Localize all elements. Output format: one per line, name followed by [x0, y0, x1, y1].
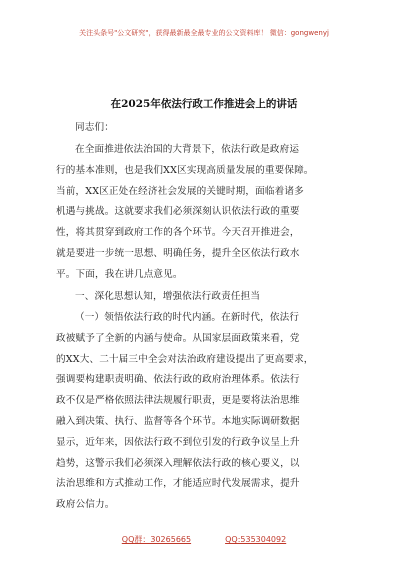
paragraph-line: 显示，近年来，因依法行政不到位引发的行政争议呈上升 [56, 436, 300, 448]
footer-qq-number: QQ:535304092 [225, 535, 287, 544]
paragraph-line: 政被赋予了全新的内涵与使命。从国家层面政策来看，党 [56, 332, 300, 344]
header-promo-note: 关注头条号"公文研究"，获得最新最全最专业的公文资料库！ 微信：gongwenyj [79, 29, 329, 37]
paragraph-line: 在全面推进依法治国的大背景下，依法行政是政府运 [75, 144, 300, 155]
intro-paragraph [56, 140, 352, 286]
paragraph-line: 行的基本准则，也是我们XX区实现高质量发展的重要保障。 [56, 164, 314, 176]
paragraph-line: 政府公信力。 [56, 499, 115, 511]
footer-contact [0, 534, 408, 545]
footer-qq-group: QQ群：30265665 [121, 535, 192, 544]
paragraph-line: 趋势，这警示我们必须深入理解依法行政的核心要义，以 [56, 457, 300, 469]
paragraph-line: 就是要进一步统一思想、明确任务，提升全区依法行政水 [56, 247, 300, 259]
paragraph-line: 的XX大、二十届三中全会对法治政府建设提出了更高要求， [56, 353, 314, 365]
section-paragraph [56, 308, 352, 516]
paragraph-line: 融入到决策、执行、监督等各个环节。本地实际调研数据 [56, 415, 300, 427]
paragraph-line: 政不仅是严格依照法律法规履行职责，更是要将法治思维 [56, 395, 300, 407]
paragraph-line: （一）领悟依法行政的时代内涵。在新时代，依法行 [75, 312, 300, 323]
paragraph-line: 当前，XX区正处在经济社会发展的关键时期，面临着诸多 [56, 185, 304, 197]
paragraph-line: 机遇与挑战。这就要求我们必须深刻认识依法行政的重要 [56, 206, 300, 218]
section-heading-text: 一、深化思想认知，增强依法行政责任担当 [75, 291, 261, 302]
paragraph-line: 平。下面，我在讲几点意见。 [56, 268, 183, 280]
paragraph-line: 性，将其贯穿到政府工作的各个环节。今天召开推进会， [56, 227, 300, 239]
salutation [56, 118, 352, 139]
section-heading [56, 287, 352, 308]
salutation-text: 同志们： [75, 122, 114, 133]
paragraph-line: 强调要构建职责明确、依法行政的政府治理体系。依法行 [56, 374, 300, 386]
document-title: 在2025年依法行政工作推进会上的讲话 [110, 98, 298, 110]
paragraph-line: 法治思维和方式推动工作，才能适应时代发展需求，提升 [56, 478, 300, 490]
